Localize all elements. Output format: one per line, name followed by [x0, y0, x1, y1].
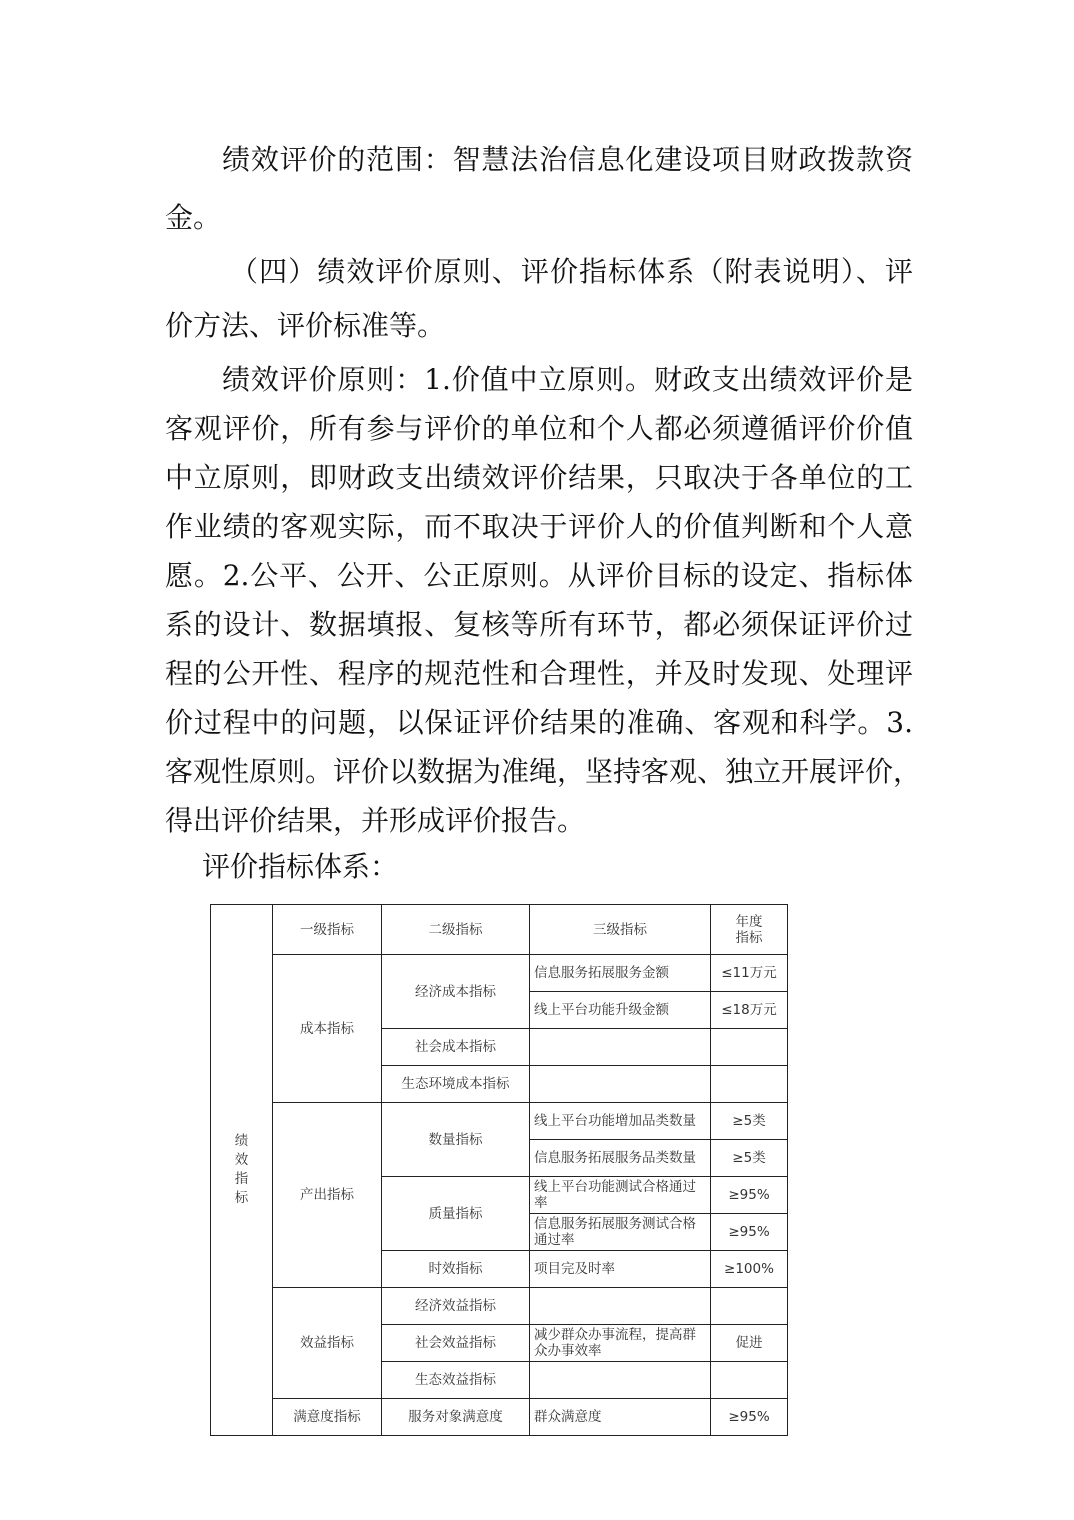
- level2-cell: 经济效益指标: [382, 1288, 530, 1325]
- header-level1: 一级指标: [273, 905, 382, 955]
- table-row: [211, 955, 788, 992]
- header-annual-label: 年度指标: [735, 913, 763, 946]
- level3-cell: [530, 1029, 711, 1066]
- indicator-system-label: 评价指标体系：: [202, 850, 399, 883]
- level2-cell: 生态环境成本指标: [382, 1066, 530, 1103]
- level2-cell: 经济成本指标: [382, 955, 530, 1029]
- paragraph-principles-line: 系的设计、数据填报、复核等所有环节，都必须保证评价过: [165, 608, 913, 641]
- annual-cell: ≥5类: [711, 1103, 788, 1140]
- paragraph-principles-line: 得出评价结果，并形成评价报告。: [165, 804, 586, 837]
- paragraph-principles-line: 客观评价，所有参与评价的单位和个人都必须遵循评价价值: [165, 412, 913, 445]
- annual-cell: [711, 1288, 788, 1325]
- level2-cell: 时效指标: [382, 1251, 530, 1288]
- annual-cell: [711, 1029, 788, 1066]
- level3-cell: 减少群众办事流程，提高群众办事效率: [530, 1325, 711, 1362]
- annual-cell: ≥5类: [711, 1140, 788, 1177]
- level1-cell: 满意度指标: [273, 1399, 382, 1436]
- annual-cell: ≥95%: [711, 1177, 788, 1214]
- level3-cell: [530, 1288, 711, 1325]
- paragraph-principles-line: 愿。2.公平、公开、公正原则。从评价目标的设定、指标体: [165, 559, 913, 592]
- level2-cell: 服务对象满意度: [382, 1399, 530, 1436]
- paragraph-scope-line: 金。: [165, 201, 222, 234]
- level3-cell: [530, 1066, 711, 1103]
- paragraph-scope-line: 绩效评价的范围：智慧法治信息化建设项目财政拨款资: [222, 143, 913, 176]
- paragraph-principles-line: 客观性原则。评价以数据为准绳，坚持客观、独立开展评价，: [165, 755, 922, 788]
- table-row: [211, 1399, 788, 1436]
- level2-cell: 数量指标: [382, 1103, 530, 1177]
- annual-cell: [711, 1362, 788, 1399]
- header-level3: 三级指标: [530, 905, 711, 955]
- annual-cell: ≥100%: [711, 1251, 788, 1288]
- level3-cell: 信息服务拓展服务测试合格通过率: [530, 1214, 711, 1251]
- paragraph-principles-line: 程的公开性、程序的规范性和合理性，并及时发现、处理评: [165, 657, 913, 690]
- level1-cell: 效益指标: [273, 1288, 382, 1399]
- level2-cell: 社会成本指标: [382, 1029, 530, 1066]
- annual-cell: 促进: [711, 1325, 788, 1362]
- level2-cell: 生态效益指标: [382, 1362, 530, 1399]
- header-annual: [711, 905, 788, 955]
- level3-cell: 群众满意度: [530, 1399, 711, 1436]
- table-header-row: [211, 905, 788, 955]
- level1-cell: 产出指标: [273, 1103, 382, 1288]
- annual-cell: ≤11万元: [711, 955, 788, 992]
- level3-cell: 信息服务拓展服务品类数量: [530, 1140, 711, 1177]
- level3-cell: 线上平台功能测试合格通过率: [530, 1177, 711, 1214]
- annual-cell: [711, 1066, 788, 1103]
- table-row: [211, 1288, 788, 1325]
- section-heading-line: 价方法、评价标准等。: [165, 309, 446, 342]
- row-group-label: 绩效指标: [234, 1133, 249, 1206]
- table-row: [211, 1103, 788, 1140]
- section-heading-line: （四）绩效评价原则、评价指标体系（附表说明）、评: [230, 255, 913, 288]
- header-level2: 二级指标: [382, 905, 530, 955]
- annual-cell: ≥95%: [711, 1399, 788, 1436]
- annual-cell: ≥95%: [711, 1214, 788, 1251]
- paragraph-principles-line: 中立原则，即财政支出绩效评价结果，只取决于各单位的工: [165, 461, 913, 494]
- level3-cell: 线上平台功能升级金额: [530, 992, 711, 1029]
- level3-cell: [530, 1362, 711, 1399]
- level3-cell: 信息服务拓展服务金额: [530, 955, 711, 992]
- level2-cell: 质量指标: [382, 1177, 530, 1251]
- level2-cell: 社会效益指标: [382, 1325, 530, 1362]
- level3-cell: 线上平台功能增加品类数量: [530, 1103, 711, 1140]
- paragraph-principles-line: 绩效评价原则：1.价值中立原则。财政支出绩效评价是: [222, 363, 913, 396]
- paragraph-principles-line: 价过程中的问题，以保证评价结果的准确、客观和科学。3.: [165, 706, 913, 739]
- row-group-label-cell: [211, 905, 273, 1436]
- level3-cell: 项目完及时率: [530, 1251, 711, 1288]
- kpi-table: [210, 904, 788, 1436]
- level1-cell: 成本指标: [273, 955, 382, 1103]
- annual-cell: ≤18万元: [711, 992, 788, 1029]
- paragraph-principles-line: 作业绩的客观实际，而不取决于评价人的价值判断和个人意: [165, 510, 913, 543]
